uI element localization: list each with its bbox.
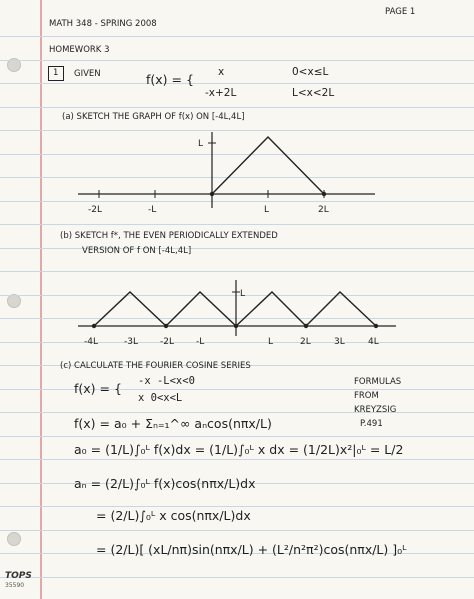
x-tick-label: -L [148, 205, 157, 215]
x-tick-label: 4L [368, 337, 379, 347]
series-equation: f(x) = a₀ + Σₙ₌₁^∞ aₙcos(nπx/L) [74, 416, 272, 431]
fx-def-case1: -x -L<x<0 [138, 375, 195, 387]
an-equation-2: = (2/L)∫₀ᴸ x cos(nπx/L)dx [96, 508, 251, 523]
part-b-prompt-1: (b) SKETCH f*, THE EVEN PERIODICALLY EXTENDED [60, 231, 278, 241]
formulas-note: FORMULAS [354, 377, 402, 387]
point [92, 324, 96, 328]
part-c-prompt: (c) CALCULATE THE FOURIER COSINE SERIES [60, 361, 251, 371]
x-tick-label: -2L [88, 205, 102, 215]
y-label: L [198, 139, 204, 149]
periodic-curve [94, 292, 376, 326]
x-tick-label: L [264, 205, 270, 215]
case2-expr: -x+2L [205, 87, 237, 99]
an-equation-3: = (2/L)[ (xL/nπ)sin(nπx/L) + (L²/n²π²)cos(nπx/L) ]₀ᴸ [96, 542, 407, 557]
x-tick-label: -2L [160, 337, 174, 347]
a0-equation: a₀ = (1/L)∫₀ᴸ f(x)dx = (1/L)∫₀ᴸ x dx = (1/2L)x²|₀ᴸ = L/2 [74, 442, 404, 457]
an-equation-1: aₙ = (2/L)∫₀ᴸ f(x)cos(nπx/L)dx [74, 476, 256, 491]
x-tick-label: 3L [334, 337, 345, 347]
assignment-title: HOMEWORK 3 [49, 45, 110, 55]
x-tick-label: 2L [318, 205, 329, 215]
logo-code: 35590 [5, 582, 25, 589]
page-label: PAGE 1 [385, 7, 416, 17]
fx-lhs: f(x) = { [146, 72, 194, 87]
formulas-note: FROM [354, 391, 379, 401]
part-a-prompt: (a) SKETCH THE GRAPH OF f(x) ON [-4L,4L] [62, 112, 245, 122]
x-tick-label: -4L [84, 337, 98, 347]
fx-def-lhs: f(x) = { [74, 381, 122, 396]
x-tick-label: 2L [300, 337, 311, 347]
x-tick-label: L [268, 337, 274, 347]
tops-logo [5, 572, 39, 589]
formulas-note: KREYZSIG [354, 405, 397, 415]
case1-cond: 0<x≤L [292, 66, 329, 78]
point [164, 324, 168, 328]
fx-def-case2: x 0<x<L [138, 392, 183, 404]
logo-brand: TOPS [5, 571, 32, 581]
x-tick-label: -L [196, 337, 205, 347]
point [374, 324, 378, 328]
given-label: GIVEN [74, 69, 101, 79]
problem-number: 1 [53, 68, 59, 78]
formulas-note: P.491 [360, 419, 383, 429]
point [234, 324, 238, 328]
case1-expr: x [218, 66, 225, 78]
point [304, 324, 308, 328]
y-label: L [240, 289, 246, 299]
part-b-prompt-2: VERSION OF f ON [-4L,4L] [82, 246, 192, 256]
course-title: MATH 348 - SPRING 2008 [49, 19, 157, 29]
x-tick-label: -3L [124, 337, 138, 347]
case2-cond: L<x<2L [292, 87, 335, 99]
